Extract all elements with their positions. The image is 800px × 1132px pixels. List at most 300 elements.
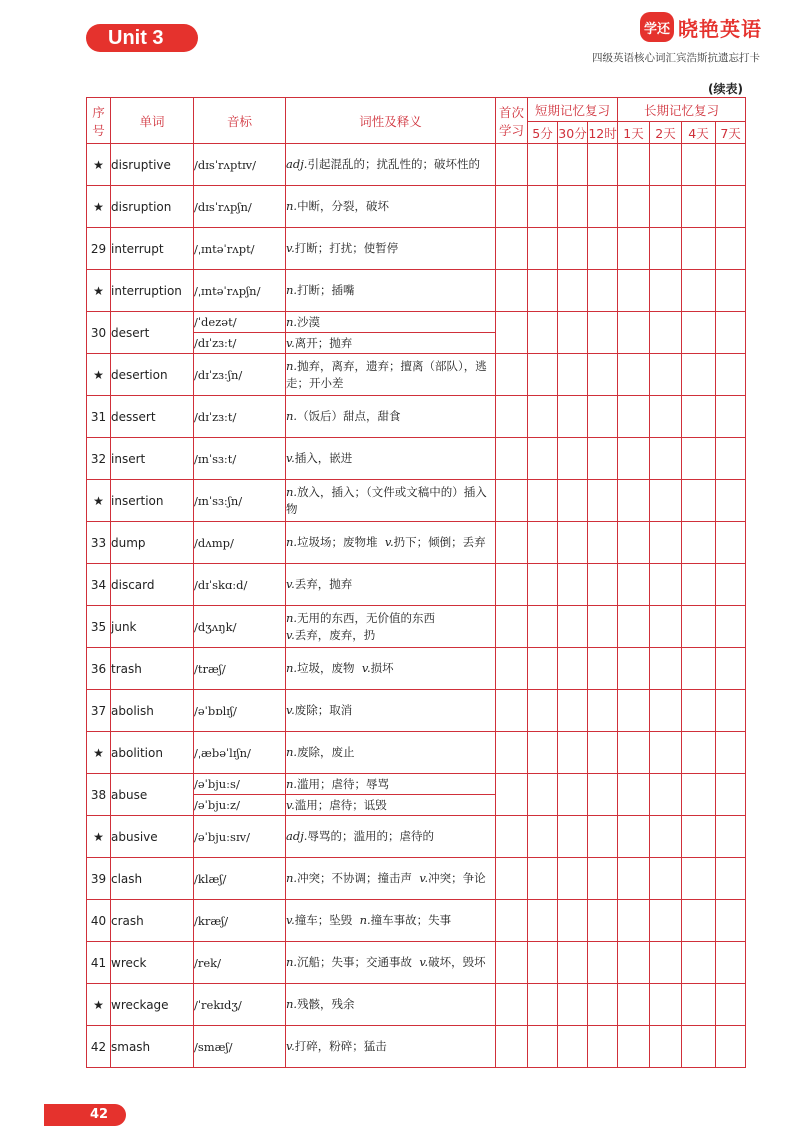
- review-checkbox[interactable]: [528, 396, 558, 438]
- word: junk: [111, 606, 194, 648]
- review-checkbox[interactable]: [618, 942, 650, 984]
- review-checkbox[interactable]: [650, 144, 682, 186]
- review-checkbox[interactable]: [682, 858, 716, 900]
- review-checkbox[interactable]: [496, 984, 528, 1026]
- review-checkbox[interactable]: [716, 774, 746, 816]
- brand-logo: [640, 10, 762, 44]
- definition: [286, 144, 496, 186]
- table-row: [87, 480, 746, 522]
- phonetic: /əˈbjuːs/: [194, 774, 286, 795]
- part-of-speech: v.: [419, 955, 429, 969]
- review-checkbox[interactable]: [618, 690, 650, 732]
- word: desertion: [111, 354, 194, 396]
- review-checkbox[interactable]: [588, 690, 618, 732]
- part-of-speech: v.: [361, 661, 371, 675]
- review-checkbox[interactable]: [618, 564, 650, 606]
- review-checkbox[interactable]: [528, 480, 558, 522]
- review-checkbox[interactable]: [650, 1026, 682, 1068]
- review-checkbox[interactable]: [682, 522, 716, 564]
- review-checkbox[interactable]: [716, 816, 746, 858]
- review-checkbox[interactable]: [528, 228, 558, 270]
- review-checkbox[interactable]: [588, 186, 618, 228]
- definition: [286, 522, 496, 564]
- review-checkbox[interactable]: [618, 816, 650, 858]
- review-checkbox[interactable]: [558, 816, 588, 858]
- row-number: 33: [87, 522, 111, 564]
- review-checkbox[interactable]: [650, 942, 682, 984]
- review-checkbox[interactable]: [558, 1026, 588, 1068]
- review-checkbox[interactable]: [716, 480, 746, 522]
- phonetic: /dɪˈzɜːt/: [194, 333, 286, 354]
- review-checkbox[interactable]: [496, 522, 528, 564]
- part-of-speech: v.: [286, 797, 295, 812]
- header-2day: 2天: [650, 122, 682, 144]
- review-checkbox[interactable]: [588, 942, 618, 984]
- review-checkbox[interactable]: [650, 900, 682, 942]
- definition: [286, 648, 496, 690]
- header-first-study: 首次学习: [496, 98, 528, 144]
- review-checkbox[interactable]: [558, 858, 588, 900]
- review-checkbox[interactable]: [528, 312, 558, 354]
- book-subtitle: 四级英语核心词汇宾浩斯抗遗忘打卡: [592, 52, 760, 64]
- meaning: 沙漠: [297, 314, 321, 329]
- meaning: 滥用；虐待；辱骂: [297, 776, 390, 791]
- review-checkbox[interactable]: [650, 564, 682, 606]
- row-number: 41: [87, 942, 111, 984]
- part-of-speech: v.: [286, 703, 295, 717]
- review-checkbox[interactable]: [528, 732, 558, 774]
- review-checkbox[interactable]: [650, 480, 682, 522]
- part-of-speech: n.: [286, 745, 298, 759]
- review-checkbox[interactable]: [528, 564, 558, 606]
- review-checkbox[interactable]: [618, 438, 650, 480]
- word: abolition: [111, 732, 194, 774]
- review-checkbox[interactable]: [496, 396, 528, 438]
- review-checkbox[interactable]: [558, 438, 588, 480]
- phonetic: /dɪsˈrʌptɪv/: [194, 144, 286, 186]
- word: wreck: [111, 942, 194, 984]
- meaning: 残骸，残余: [297, 997, 355, 1011]
- part-of-speech: v.: [286, 913, 295, 927]
- phonetic: /əˈbɒlɪʃ/: [194, 690, 286, 732]
- review-checkbox[interactable]: [716, 270, 746, 312]
- review-checkbox[interactable]: [588, 816, 618, 858]
- definition: [286, 438, 496, 480]
- review-checkbox[interactable]: [558, 984, 588, 1026]
- review-checkbox[interactable]: [496, 186, 528, 228]
- row-number: 37: [87, 690, 111, 732]
- definition: [286, 564, 496, 606]
- review-checkbox[interactable]: [682, 942, 716, 984]
- review-checkbox[interactable]: [558, 564, 588, 606]
- review-checkbox[interactable]: [650, 396, 682, 438]
- review-checkbox[interactable]: [650, 270, 682, 312]
- part-of-speech: n.: [286, 358, 298, 373]
- part-of-speech: v.: [286, 451, 295, 465]
- review-checkbox[interactable]: [496, 690, 528, 732]
- review-checkbox[interactable]: [496, 774, 528, 816]
- row-number: 35: [87, 606, 111, 648]
- header-long-review: 长期记忆复习: [618, 98, 746, 122]
- meaning: 撞车；坠毁: [294, 913, 353, 927]
- phonetic: /klæʃ/: [194, 858, 286, 900]
- review-checkbox[interactable]: [496, 270, 528, 312]
- review-checkbox[interactable]: [528, 942, 558, 984]
- part-of-speech: n.: [286, 484, 298, 499]
- word: trash: [111, 648, 194, 690]
- review-checkbox[interactable]: [716, 1026, 746, 1068]
- review-checkbox[interactable]: [528, 522, 558, 564]
- word: insertion: [111, 480, 194, 522]
- review-checkbox[interactable]: [618, 480, 650, 522]
- review-checkbox[interactable]: [716, 228, 746, 270]
- review-checkbox[interactable]: [496, 858, 528, 900]
- review-checkbox[interactable]: [558, 942, 588, 984]
- part-of-speech: n.: [286, 871, 298, 885]
- review-checkbox[interactable]: [650, 648, 682, 690]
- review-checkbox[interactable]: [682, 312, 716, 354]
- review-checkbox[interactable]: [528, 774, 558, 816]
- review-checkbox[interactable]: [558, 900, 588, 942]
- review-checkbox[interactable]: [682, 144, 716, 186]
- header-num: 序号: [87, 98, 111, 144]
- row-number: ★: [87, 270, 111, 312]
- meaning: 破坏，毁坏: [428, 955, 486, 969]
- part-of-speech: n.: [359, 913, 371, 927]
- review-checkbox[interactable]: [558, 522, 588, 564]
- review-checkbox[interactable]: [650, 312, 682, 354]
- review-checkbox[interactable]: [558, 228, 588, 270]
- review-checkbox[interactable]: [716, 144, 746, 186]
- review-checkbox[interactable]: [650, 438, 682, 480]
- part-of-speech: n.: [286, 997, 298, 1011]
- table-row: [87, 186, 746, 228]
- table-row: [87, 396, 746, 438]
- review-checkbox[interactable]: [558, 396, 588, 438]
- review-checkbox[interactable]: [716, 186, 746, 228]
- meaning: 垃圾，废物: [297, 661, 355, 675]
- review-checkbox[interactable]: [682, 900, 716, 942]
- review-checkbox[interactable]: [558, 312, 588, 354]
- review-checkbox[interactable]: [588, 228, 618, 270]
- review-checkbox[interactable]: [716, 858, 746, 900]
- review-checkbox[interactable]: [618, 1026, 650, 1068]
- review-checkbox[interactable]: [682, 564, 716, 606]
- phonetic: /dʌmp/: [194, 522, 286, 564]
- review-checkbox[interactable]: [558, 270, 588, 312]
- part-of-speech: n.: [286, 535, 298, 549]
- definition: [286, 1026, 496, 1068]
- word: clash: [111, 858, 194, 900]
- review-checkbox[interactable]: [650, 228, 682, 270]
- review-checkbox[interactable]: [682, 816, 716, 858]
- phonetic: /ˌɪntəˈrʌpt/: [194, 228, 286, 270]
- review-checkbox[interactable]: [618, 228, 650, 270]
- review-checkbox[interactable]: [682, 228, 716, 270]
- table-row: [87, 144, 746, 186]
- meaning: 离开；抛弃: [294, 335, 353, 350]
- review-checkbox[interactable]: [682, 354, 716, 396]
- review-checkbox[interactable]: [558, 690, 588, 732]
- phonetic: /træʃ/: [194, 648, 286, 690]
- phonetic: /rek/: [194, 942, 286, 984]
- review-checkbox[interactable]: [650, 690, 682, 732]
- vocabulary-rows: [87, 144, 746, 1068]
- review-checkbox[interactable]: [682, 186, 716, 228]
- part-of-speech: v.: [286, 577, 295, 591]
- review-checkbox[interactable]: [618, 396, 650, 438]
- review-checkbox[interactable]: [588, 396, 618, 438]
- review-checkbox[interactable]: [682, 648, 716, 690]
- table-row: [87, 354, 746, 396]
- review-checkbox[interactable]: [528, 438, 558, 480]
- header-5min: 5分: [528, 122, 558, 144]
- meaning: （饭后）甜点，甜食: [297, 409, 401, 423]
- review-checkbox[interactable]: [496, 648, 528, 690]
- review-checkbox[interactable]: [682, 606, 716, 648]
- review-checkbox[interactable]: [682, 690, 716, 732]
- review-checkbox[interactable]: [558, 354, 588, 396]
- review-checkbox[interactable]: [558, 774, 588, 816]
- review-checkbox[interactable]: [528, 816, 558, 858]
- review-checkbox[interactable]: [716, 942, 746, 984]
- review-checkbox[interactable]: [618, 900, 650, 942]
- review-checkbox[interactable]: [682, 984, 716, 1026]
- row-number: ★: [87, 984, 111, 1026]
- row-number: 36: [87, 648, 111, 690]
- meaning: 打断；打扰；使暂停: [294, 241, 399, 255]
- header-phonetic: 音标: [194, 98, 286, 144]
- phonetic: /dɪˈzɜːʃn/: [194, 354, 286, 396]
- review-checkbox[interactable]: [558, 732, 588, 774]
- review-checkbox[interactable]: [588, 354, 618, 396]
- review-checkbox[interactable]: [618, 648, 650, 690]
- review-checkbox[interactable]: [716, 564, 746, 606]
- review-checkbox[interactable]: [528, 858, 558, 900]
- row-number: ★: [87, 732, 111, 774]
- phonetic: /dɪˈzɜːt/: [194, 396, 286, 438]
- review-checkbox[interactable]: [618, 858, 650, 900]
- meaning: 废除；取消: [294, 703, 353, 717]
- definition: [286, 270, 496, 312]
- part-of-speech: v.: [286, 241, 295, 255]
- review-checkbox[interactable]: [650, 984, 682, 1026]
- header-30min: 30分: [558, 122, 588, 144]
- review-checkbox[interactable]: [618, 354, 650, 396]
- row-number: ★: [87, 480, 111, 522]
- header-short-review: 短期记忆复习: [528, 98, 618, 122]
- review-checkbox[interactable]: [716, 690, 746, 732]
- review-checkbox[interactable]: [496, 1026, 528, 1068]
- phonetic: /dʒʌŋk/: [194, 606, 286, 648]
- phonetic: /ˌæbəˈlɪʃn/: [194, 732, 286, 774]
- review-checkbox[interactable]: [716, 354, 746, 396]
- review-checkbox[interactable]: [716, 438, 746, 480]
- review-checkbox[interactable]: [716, 312, 746, 354]
- phonetic: /kræʃ/: [194, 900, 286, 942]
- review-checkbox[interactable]: [650, 732, 682, 774]
- phonetic: /ɪnˈsɜːʃn/: [194, 480, 286, 522]
- part-of-speech: n.: [286, 409, 298, 423]
- review-checkbox[interactable]: [528, 1026, 558, 1068]
- review-checkbox[interactable]: [528, 270, 558, 312]
- review-checkbox[interactable]: [618, 186, 650, 228]
- word: wreckage: [111, 984, 194, 1026]
- review-checkbox[interactable]: [496, 228, 528, 270]
- review-checkbox[interactable]: [528, 900, 558, 942]
- review-checkbox[interactable]: [588, 984, 618, 1026]
- phonetic: /əˈbjuːsɪv/: [194, 816, 286, 858]
- review-checkbox[interactable]: [496, 354, 528, 396]
- review-checkbox[interactable]: [588, 480, 618, 522]
- phonetic: /smæʃ/: [194, 1026, 286, 1068]
- review-checkbox[interactable]: [588, 900, 618, 942]
- review-checkbox[interactable]: [496, 564, 528, 606]
- meaning: 中断，分裂，破坏: [297, 199, 390, 213]
- review-checkbox[interactable]: [558, 480, 588, 522]
- review-checkbox[interactable]: [528, 648, 558, 690]
- meaning: 无用的东西，无价值的东西: [297, 610, 436, 625]
- meaning: 滥用；虐待；诋毁: [294, 797, 387, 812]
- review-checkbox[interactable]: [716, 732, 746, 774]
- review-checkbox[interactable]: [618, 522, 650, 564]
- row-number: ★: [87, 816, 111, 858]
- row-number: 42: [87, 1026, 111, 1068]
- review-checkbox[interactable]: [496, 144, 528, 186]
- review-checkbox[interactable]: [650, 774, 682, 816]
- review-checkbox[interactable]: [558, 186, 588, 228]
- review-checkbox[interactable]: [650, 858, 682, 900]
- review-checkbox[interactable]: [558, 606, 588, 648]
- part-of-speech: n.: [286, 314, 298, 329]
- meaning: 插入，嵌进: [294, 451, 353, 465]
- review-checkbox[interactable]: [716, 522, 746, 564]
- review-checkbox[interactable]: [588, 522, 618, 564]
- meaning: 丢弃，废弃，扔: [294, 627, 376, 642]
- review-checkbox[interactable]: [618, 312, 650, 354]
- part-of-speech: v.: [286, 627, 295, 642]
- review-checkbox[interactable]: [618, 732, 650, 774]
- table-row: [87, 774, 746, 795]
- review-checkbox[interactable]: [682, 774, 716, 816]
- review-checkbox[interactable]: [588, 312, 618, 354]
- review-checkbox[interactable]: [618, 774, 650, 816]
- table-row: [87, 690, 746, 732]
- review-checkbox[interactable]: [716, 606, 746, 648]
- review-checkbox[interactable]: [588, 1026, 618, 1068]
- review-checkbox[interactable]: [558, 648, 588, 690]
- review-checkbox[interactable]: [496, 438, 528, 480]
- review-checkbox[interactable]: [496, 900, 528, 942]
- word: abusive: [111, 816, 194, 858]
- review-checkbox[interactable]: [650, 354, 682, 396]
- review-checkbox[interactable]: [528, 984, 558, 1026]
- review-checkbox[interactable]: [682, 1026, 716, 1068]
- review-checkbox[interactable]: [588, 438, 618, 480]
- row-number: 31: [87, 396, 111, 438]
- definition: [286, 396, 496, 438]
- part-of-speech: v.: [286, 1039, 295, 1053]
- review-checkbox[interactable]: [650, 606, 682, 648]
- review-checkbox[interactable]: [528, 144, 558, 186]
- review-checkbox[interactable]: [716, 984, 746, 1026]
- vocabulary-table: [86, 97, 746, 1068]
- review-checkbox[interactable]: [618, 984, 650, 1026]
- review-checkbox[interactable]: [650, 522, 682, 564]
- review-checkbox[interactable]: [496, 732, 528, 774]
- part-of-speech: n.: [286, 610, 298, 625]
- review-checkbox[interactable]: [496, 312, 528, 354]
- review-checkbox[interactable]: [496, 480, 528, 522]
- review-checkbox[interactable]: [588, 774, 618, 816]
- definition: [286, 900, 496, 942]
- review-checkbox[interactable]: [588, 606, 618, 648]
- phonetic: /ˈrekɪdʒ/: [194, 984, 286, 1026]
- review-checkbox[interactable]: [716, 900, 746, 942]
- review-checkbox[interactable]: [682, 396, 716, 438]
- row-number: 38: [87, 774, 111, 816]
- review-checkbox[interactable]: [650, 816, 682, 858]
- review-checkbox[interactable]: [528, 186, 558, 228]
- review-checkbox[interactable]: [650, 186, 682, 228]
- meaning: 丢弃，抛弃: [294, 577, 353, 591]
- header-4day: 4天: [682, 122, 716, 144]
- review-checkbox[interactable]: [682, 270, 716, 312]
- meaning: 辱骂的；滥用的；虐待的: [307, 829, 434, 843]
- table-row: [87, 942, 746, 984]
- review-checkbox[interactable]: [618, 270, 650, 312]
- review-checkbox[interactable]: [588, 270, 618, 312]
- review-checkbox[interactable]: [618, 606, 650, 648]
- review-checkbox[interactable]: [682, 480, 716, 522]
- review-checkbox[interactable]: [588, 732, 618, 774]
- review-checkbox[interactable]: [528, 354, 558, 396]
- table-row: [87, 648, 746, 690]
- header-word: 单词: [111, 98, 194, 144]
- review-checkbox[interactable]: [682, 732, 716, 774]
- review-checkbox[interactable]: [528, 690, 558, 732]
- table-row: [87, 984, 746, 1026]
- review-checkbox[interactable]: [588, 648, 618, 690]
- review-checkbox[interactable]: [618, 144, 650, 186]
- review-checkbox[interactable]: [716, 396, 746, 438]
- review-checkbox[interactable]: [496, 942, 528, 984]
- part-of-speech: n.: [286, 199, 298, 213]
- review-checkbox[interactable]: [716, 648, 746, 690]
- definition: [286, 186, 496, 228]
- part-of-speech: v.: [286, 335, 295, 350]
- review-checkbox[interactable]: [588, 858, 618, 900]
- definition: [286, 480, 496, 522]
- word: desert: [111, 312, 194, 354]
- review-checkbox[interactable]: [588, 564, 618, 606]
- part-of-speech: n.: [286, 661, 298, 675]
- part-of-speech: adj.: [286, 829, 308, 843]
- review-checkbox[interactable]: [496, 606, 528, 648]
- review-checkbox[interactable]: [528, 606, 558, 648]
- review-checkbox[interactable]: [558, 144, 588, 186]
- review-checkbox[interactable]: [682, 438, 716, 480]
- phonetic: /əˈbjuːz/: [194, 795, 286, 816]
- row-number: ★: [87, 354, 111, 396]
- review-checkbox[interactable]: [588, 144, 618, 186]
- definition: [286, 228, 496, 270]
- definition: [286, 312, 496, 333]
- meaning: 引起混乱的；扰乱性的；破坏性的: [307, 157, 480, 171]
- meaning: 放入，插入；（文件或文稿中的）插入物: [286, 484, 487, 516]
- review-checkbox[interactable]: [496, 816, 528, 858]
- definition: [286, 354, 496, 396]
